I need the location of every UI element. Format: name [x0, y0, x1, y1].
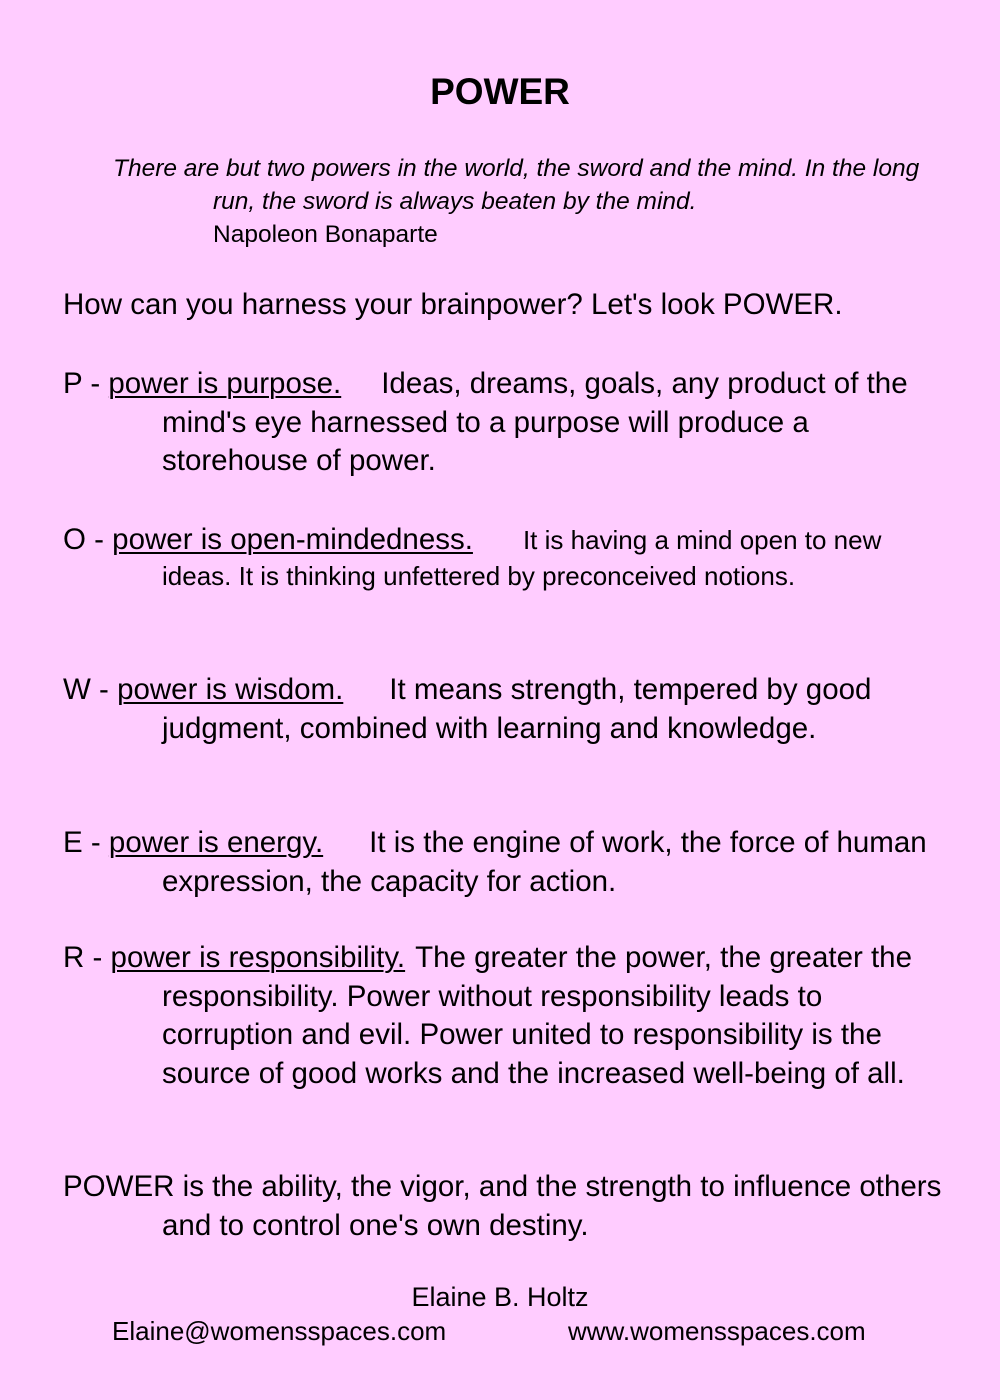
entry-prefix: O -: [63, 523, 113, 556]
entry-energy: [63, 824, 943, 901]
quote-author: Napoleon Bonaparte: [213, 221, 438, 248]
footer-email-link[interactable]: Elaine@womensspaces.com: [112, 1316, 447, 1346]
entry-prefix: W -: [63, 673, 118, 706]
entry-description: It is having a mind open to new ideas. It is thinking unfettered by preconceived notions.: [162, 525, 882, 591]
entry-wisdom: [63, 671, 943, 748]
entry-description: It means strength, tempered by good judgment, combined with learning and knowledge.: [162, 673, 872, 745]
quote-block: [113, 152, 933, 251]
entry-description: It is the engine of work, the force of human expression, the capacity for action.: [162, 826, 927, 898]
entry-prefix: E -: [63, 826, 109, 859]
footer-website-link[interactable]: www.womensspaces.com: [568, 1316, 866, 1346]
entry-heading: power is purpose.: [108, 367, 342, 400]
entry-heading: power is energy.: [108, 826, 324, 859]
entry-open-mindedness: [63, 522, 943, 594]
entry-heading: power is responsibility.: [110, 941, 406, 974]
footer-author: Elaine B. Holtz: [411, 1282, 589, 1312]
entry-prefix: R -: [63, 941, 111, 974]
entry-heading: power is open-mindedness.: [112, 523, 473, 556]
closing-statement: POWER is the ability, the vigor, and the strength to influence others and to control one's own destiny.: [63, 1170, 942, 1242]
quote-text: There are but two powers in the world, the sword and the mind. In the long run, the sword is always beaten by the mind.: [113, 155, 920, 215]
entry-description: The greater the power, the greater the responsibility. Power without responsibility leads to corruption and evil. Power united to responsibility is the source of good works and the increased well-being of all.: [162, 941, 912, 1090]
entry-purpose: [63, 365, 943, 481]
entry-heading: power is wisdom.: [117, 673, 344, 706]
page-title: POWER: [430, 71, 570, 112]
intro-text: How can you harness your brainpower? Let's look POWER.: [63, 288, 843, 321]
entry-description: Ideas, dreams, goals, any product of the mind's eye harnessed to a purpose will produce a storehouse of power.: [162, 367, 908, 477]
entry-prefix: P -: [63, 367, 109, 400]
entry-responsibility: [63, 939, 943, 1093]
